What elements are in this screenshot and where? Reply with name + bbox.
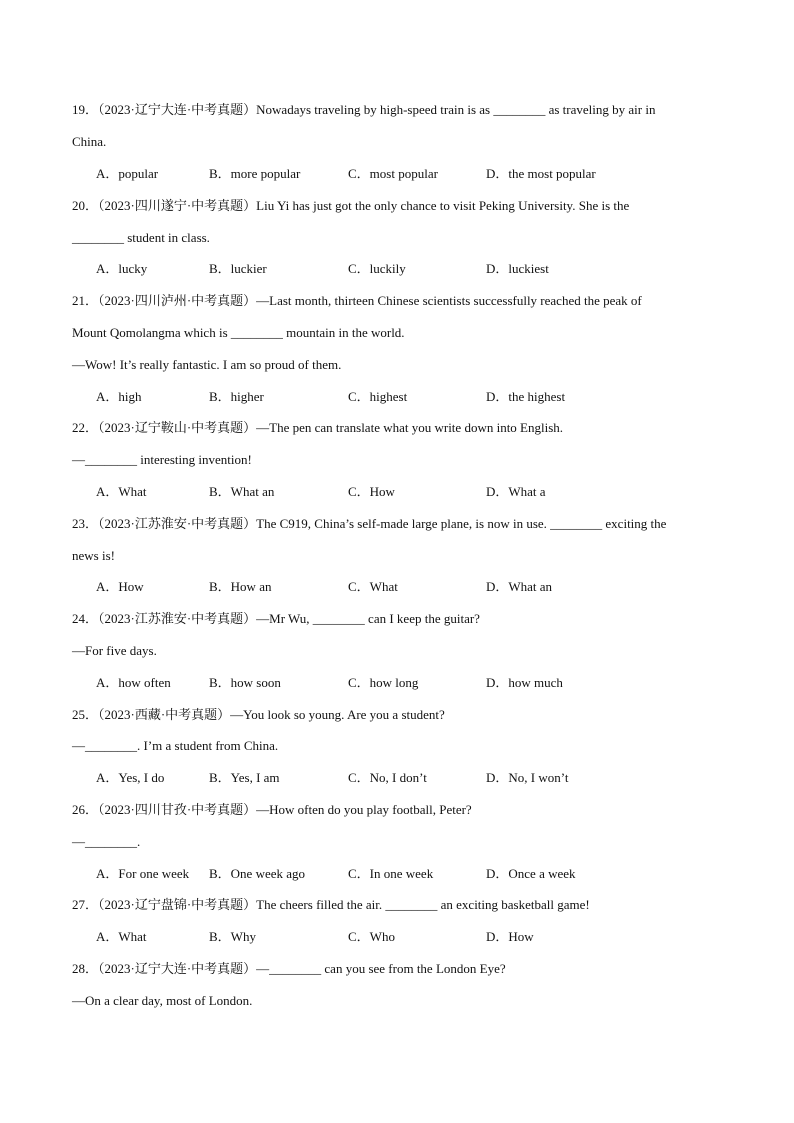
option-a[interactable]: A．What xyxy=(96,929,147,944)
question-text: China. xyxy=(72,134,107,149)
question-text: 28．（2023·辽宁大连·中考真题）—________ can you see from the London Eye? xyxy=(72,961,506,976)
option-a[interactable]: A．popular xyxy=(96,166,159,181)
option-a[interactable]: A．Yes, I do xyxy=(96,770,165,785)
question-text: 26．（2023·四川甘孜·中考真题）—How often do you play football, Peter? xyxy=(72,802,472,817)
option-b[interactable]: B．What an xyxy=(209,484,275,499)
option-b[interactable]: B．more popular xyxy=(209,166,301,181)
option-d[interactable]: D．how much xyxy=(486,675,563,690)
question-text: 24．（2023·江苏淮安·中考真题）—Mr Wu, ________ can I keep the guitar? xyxy=(72,611,480,626)
question-text: —For five days. xyxy=(72,643,157,658)
option-a[interactable]: A．lucky xyxy=(96,261,148,276)
option-c[interactable]: C．How xyxy=(348,484,395,499)
question-text: 21．（2023·四川泸州·中考真题）—Last month, thirteen Chinese scientists successfully reached the peak of xyxy=(72,293,642,308)
option-d[interactable]: D．luckiest xyxy=(486,261,549,276)
option-c[interactable]: C．most popular xyxy=(348,166,438,181)
option-c[interactable]: C．Who xyxy=(348,929,395,944)
question-text: 27．（2023·辽宁盘锦·中考真题）The cheers filled the air. ________ an exciting basketball game! xyxy=(72,897,590,912)
option-b[interactable]: B．higher xyxy=(209,389,264,404)
question-text: —On a clear day, most of London. xyxy=(72,993,253,1008)
option-a[interactable]: A．high xyxy=(96,389,142,404)
option-d[interactable]: D．Once a week xyxy=(486,866,576,881)
question-text: 23．（2023·江苏淮安·中考真题）The C919, China’s self-made large plane, is now in use. ________ exciting the xyxy=(72,516,667,531)
option-d[interactable]: D．No, I won’t xyxy=(486,770,569,785)
option-b[interactable]: B．One week ago xyxy=(209,866,306,881)
question-text: Mount Qomolangma which is ________ mountain in the world. xyxy=(72,325,405,340)
option-c[interactable]: C．highest xyxy=(348,389,408,404)
option-b[interactable]: B．Why xyxy=(209,929,256,944)
question-text: —Wow! It’s really fantastic. I am so proud of them. xyxy=(72,357,342,372)
option-a[interactable]: A．What xyxy=(96,484,147,499)
question-text: 19．（2023·辽宁大连·中考真题）Nowadays traveling by high-speed train is as ________ as traveling by air in xyxy=(72,102,656,117)
question-text: —________. xyxy=(72,834,141,849)
option-c[interactable]: C．luckily xyxy=(348,261,406,276)
option-b[interactable]: B．Yes, I am xyxy=(209,770,280,785)
option-c[interactable]: C．how long xyxy=(348,675,419,690)
option-d[interactable]: D．the highest xyxy=(486,389,566,404)
option-a[interactable]: A．How xyxy=(96,579,144,594)
question-text: news is! xyxy=(72,548,115,563)
option-b[interactable]: B．How an xyxy=(209,579,272,594)
option-d[interactable]: D．What a xyxy=(486,484,546,499)
option-c[interactable]: C．In one week xyxy=(348,866,434,881)
question-text: 25．（2023·西藏·中考真题）—You look so young. Are you a student? xyxy=(72,707,445,722)
option-b[interactable]: B．luckier xyxy=(209,261,267,276)
question-text: —________. I’m a student from China. xyxy=(72,738,279,753)
option-a[interactable]: A．how often xyxy=(96,675,171,690)
option-d[interactable]: D．the most popular xyxy=(486,166,596,181)
question-text: —________ interesting invention! xyxy=(72,452,252,467)
question-text: ________ student in class. xyxy=(72,230,210,245)
option-d[interactable]: D．How xyxy=(486,929,534,944)
option-d[interactable]: D．What an xyxy=(486,579,553,594)
option-a[interactable]: A．For one week xyxy=(96,866,190,881)
option-c[interactable]: C．No, I don’t xyxy=(348,770,427,785)
question-text: 22．（2023·辽宁鞍山·中考真题）—The pen can translate what you write down into English. xyxy=(72,420,564,435)
question-text: 20．（2023·四川遂宁·中考真题）Liu Yi has just got the only chance to visit Peking University. She is the xyxy=(72,198,630,213)
option-c[interactable]: C．What xyxy=(348,579,398,594)
option-b[interactable]: B．how soon xyxy=(209,675,281,690)
